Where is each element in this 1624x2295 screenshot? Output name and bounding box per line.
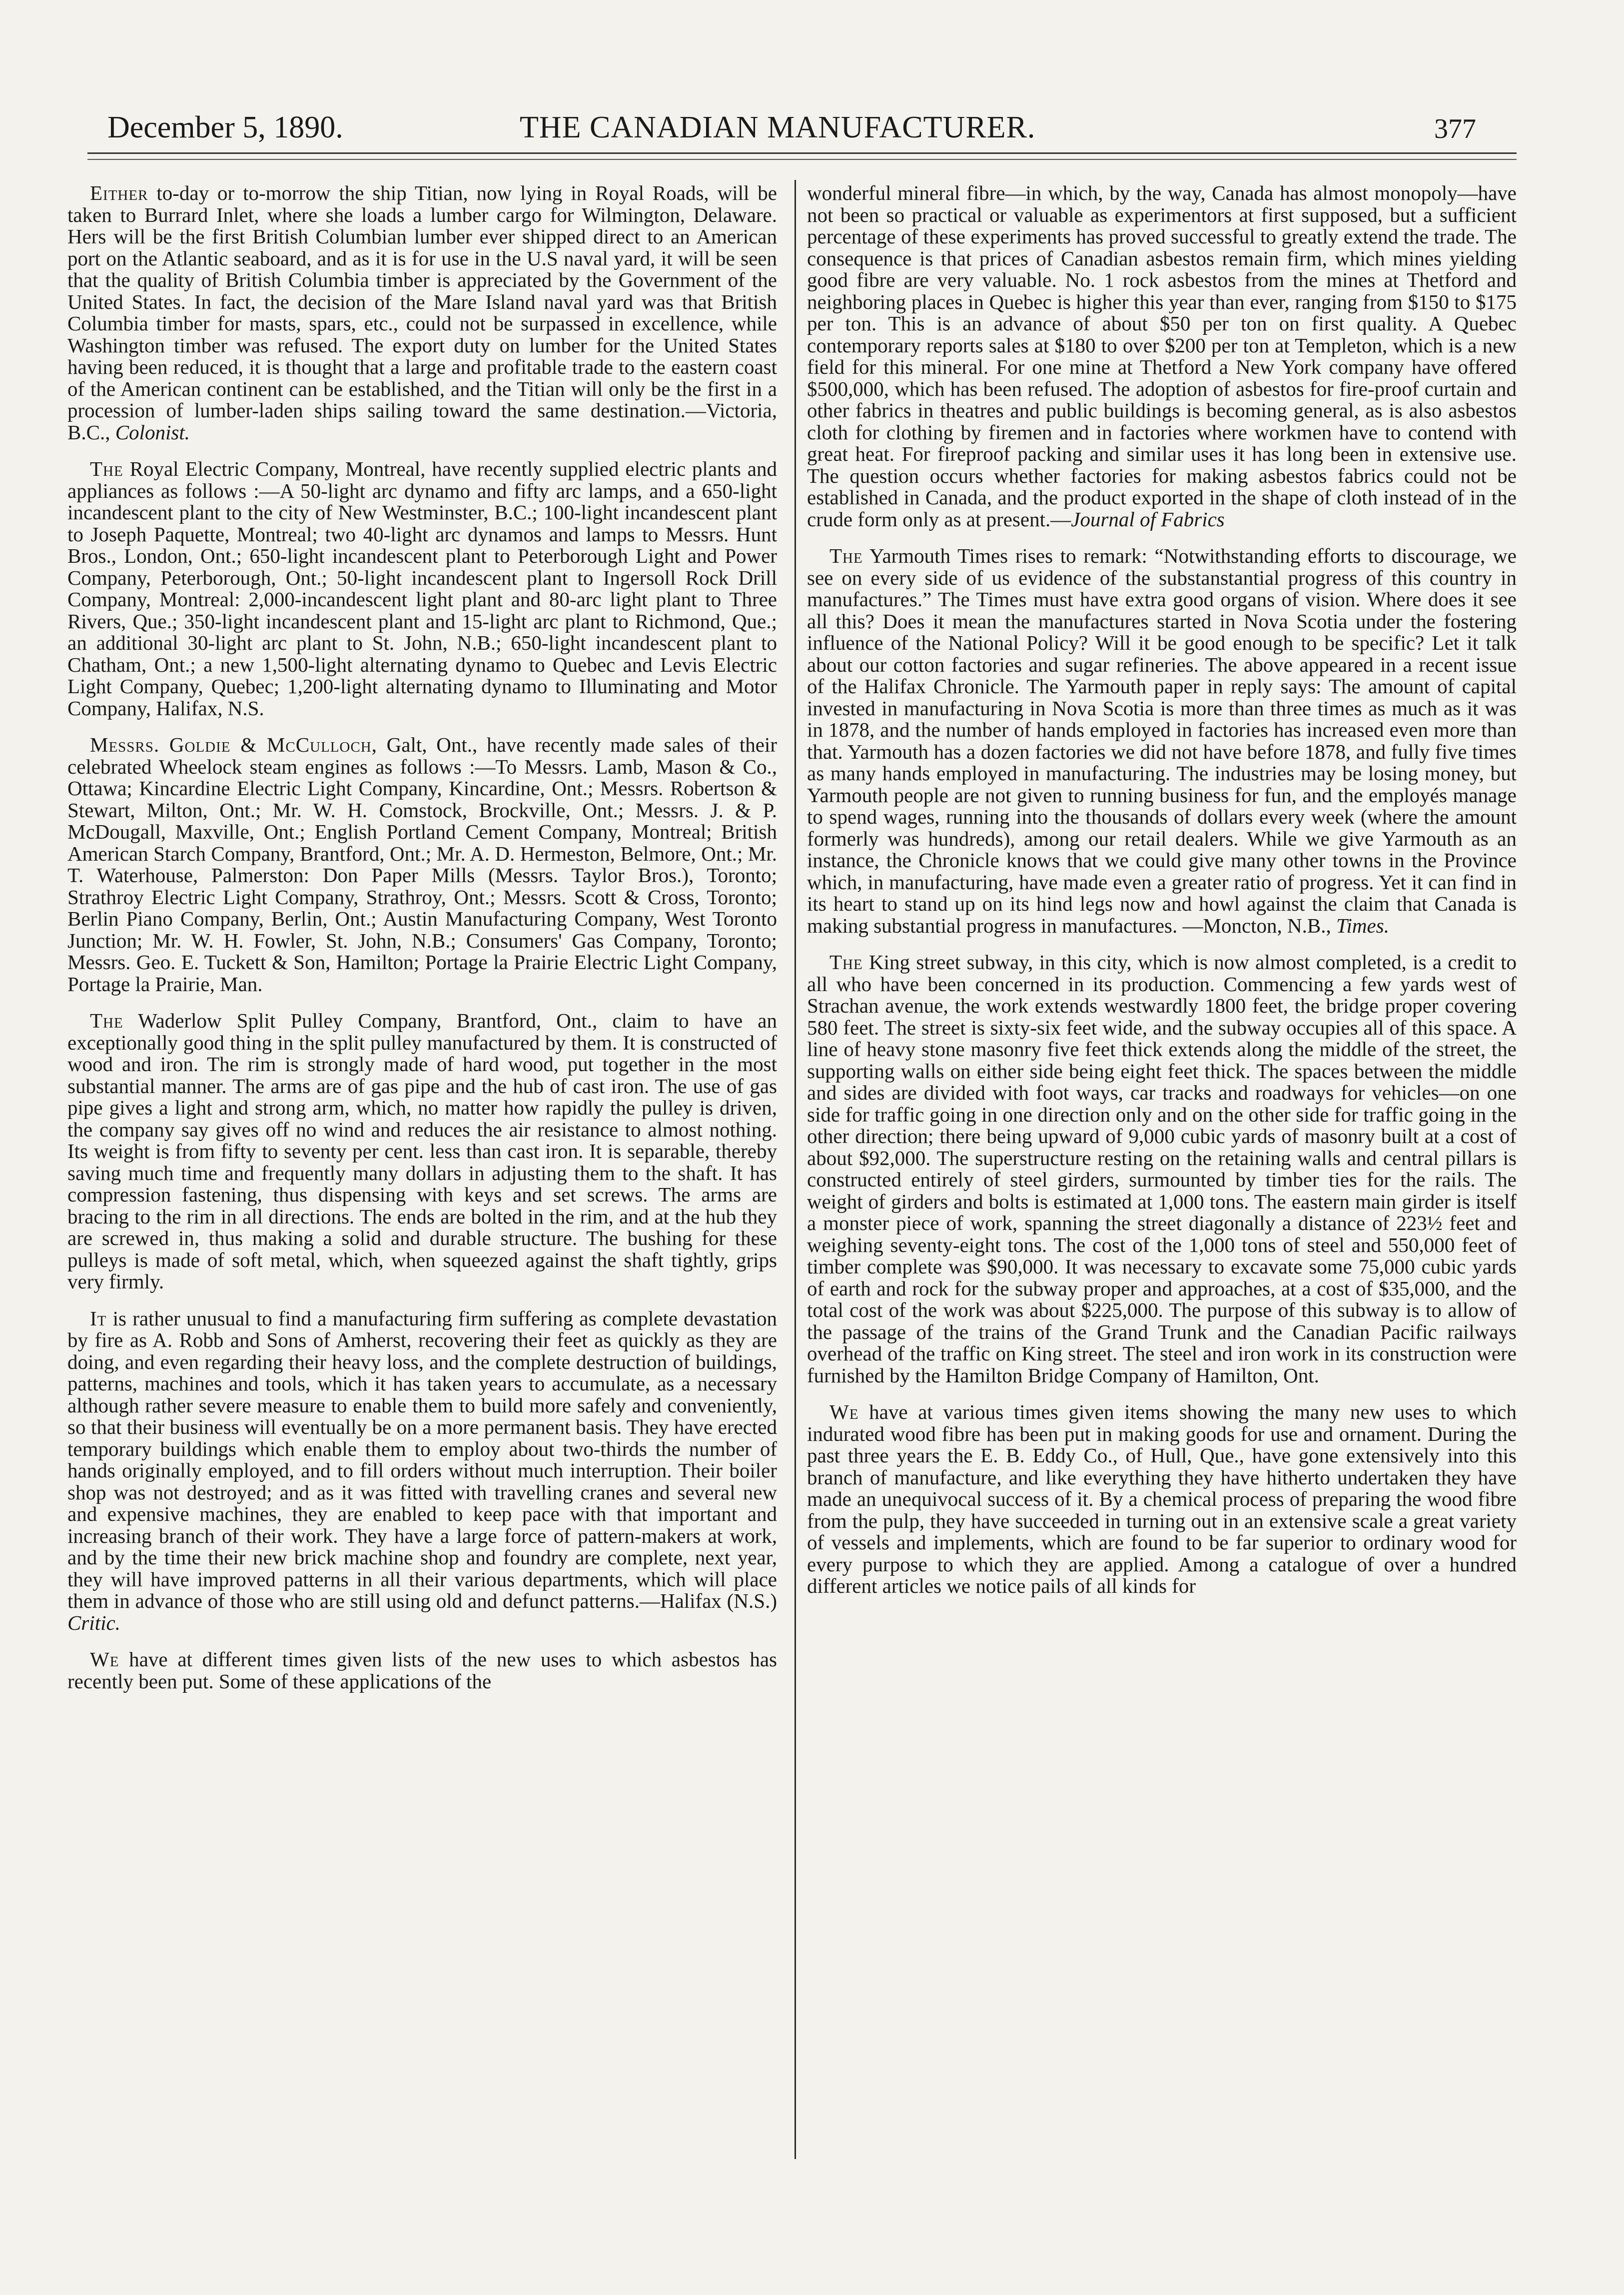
article-king-street-subway: The King street subway, in this city, which is now almost completed, is a credit to all who have been concerned in its production. Commencing a few yards west of Strachan avenue, the work extends westwardly 1800 feet, the bridge proper covering 580 feet. The street is sixty-six feet wide, and the subway occupies all of this space. A line of heavy stone masonry five feet thick extends along the middle of the street, the supporting walls on either side being eight feet thick. The spaces between the middle and sides are divided with foot ways, car tracks and roadways for vehicles—on one side for traffic going in one direction only and on the other side for traffic going in the other direction; there being upward of 9,000 cubic yards of masonry built at a cost of about $92,000. The superstructure resting on the retaining walls and central pillars is constructed entirely of steel girders, surmounted by timber ties for the rails. The weight of girders and bolts is estimated at 1,000 tons. The eastern main girder is itself a monster piece of work, spanning the street diagonally a distance of 223½ feet and weighing seventy-eight tons. The cost of the 1,000 tons of steel and 550,000 feet of timber complete was $90,000. It was necessary to excavate some 75,000 cubic yards of earth and rock for the subway proper and approaches, at a cost of $35,000, and the total cost of the work was about $225,000. The purpose of this subway is to allow of the passage of the trains of the Grand Trunk and the Canadian Pacific railways overhead of the traffic on King street. The steel and iron work in its construction were furnished by the Hamilton Bridge Company of Hamilton, Ont. [807,951,1517,1387]
article-yarmouth-times: The Yarmouth Times rises to remark: “Notwithstanding efforts to discourage, we see on every side of us evidence of the substanstantial progress of this country in manufactures.” The Times must have extra good organs of vision. Where does it see all this? Does it mean the manufactures started in Nova Scotia under the fostering influence of the National Policy? Will it be good enough to be specific? Let it talk about our cotton factories and sugar refineries. The above appeared in a recent issue of the Halifax Chronicle. The Yarmouth paper in reply says: The amount of capital invested in manufacturing in Nova Scotia is more than three times as much as it was in 1878, and the number of hands employed in factories has increased even more than that. Yarmouth has a dozen factories we did not have before 1878, and fully five times as many hands employed in manufacturing. The industries may be losing money, but Yarmouth people are not given to running business for fun, and the employés manage to spend wages, running into the thousands of dollars every week (where the amount formerly was hundreds), among our retail dealers. While we give Yarmouth as an instance, the Chronicle knows that we could give many other towns in the Province which, in manufacturing, have made even a greater ratio of progress. Yet it can find in its heart to stand up on its hind legs now and howl against the claim that Canada is making substantial progress in manufactures. —Moncton, N.B., Times. [807,544,1517,937]
article-asbestos-continued: wonderful mineral fibre—in which, by the way, Canada has almost monopoly—have not been so practical or valuable as experimentors at first supposed, but a sufficient percentage of these experiments has proved successful to greatly extend the trade. The consequence is that prices of Canadian asbestos remain firm, which mines yielding good fibre are very valuable. No. 1 rock asbestos from the mines at Thetford and neighboring places in Quebec is higher this year than ever, ranging from $150 to $175 per ton. This is an advance of about $50 per ton on first quality. A Quebec contemporary reports sales at $180 to over $200 per ton at Templeton, which is a new field for this mineral. For one mine at Thetford a New York company have offered $500,000, which has been refused. The adoption of asbestos for fire-proof curtain and other fabrics in theatres and public buildings is becoming general, as is also asbestos cloth for clothing by firemen and in factories where workmen have to contend with great heat. For fireproof packing and similar uses it has long been in extensive use. The question occurs whether factories for making asbestos fabrics could not be established in Canada, and the product exported in the shape of cloth instead of in the crude form only as at present.—Journal of Fabrics [807,181,1517,531]
article-robb-fire: It is rather unusual to find a manufacturing firm suffering as complete devastation by fire as A. Robb and Sons of Amherst, recovering their feet as quickly as they are doing, and even regarding their heavy loss, and the complete destruction of buildings, patterns, machines and tools, which it has taken years to accumulate, as a necessary although rather severe measure to enable them to build more safely and conveniently, so that their business will eventually be on a more permanent basis. They have erected temporary buildings which enable them to employ about two-thirds the number of hands originally employed, and to fill orders without much interruption. Their boiler shop was not destroyed; and as it was fitted with travelling cranes and several new and expensive machines, they are enabled to keep pace with that important and increasing branch of their work. They have a large force of pattern-makers at work, and by the time their new brick machine shop and foundry are complete, next year, they will have improved patterns in all their various departments, which will place them in advance of those who are still using old and defunct patterns.—Halifax (N.S.) Critic. [67,1306,777,1634]
header-rule [87,152,1517,154]
article-asbestos-start: We have at different times given lists of the new uses to which asbestos has recently been put. Some of these applications of the [67,1648,777,1693]
right-column [807,182,1517,1612]
publication-title: THE CANADIAN MANUFACTURER. [520,110,1036,144]
article-wood-fibre: We have at various times given items showing the many new uses to which indurated wood fibre has been put in making goods for use and ornament. During the past three years the E. B. Eddy Co., of Hull, Que., have gone extensively into this branch of manufacture, and like everything they have hitherto undertaken they have made an unequivocal success of it. By a chemical process of preparing the wood fibre from the pulp, they have succeeded in turning out in an extensive scale a great variety of vessels and implements, which are found to be far superior to ordinary wood for every purpose to which they are applied. Among a catalogue of over a hundred different articles we notice pails of all kinds for [807,1400,1517,1597]
column-divider [795,180,796,2159]
header-rule-double [87,159,1517,160]
article-goldie-mcculloch: Messrs. Goldie & McCulloch, Galt, Ont., have recently made sales of their celebrated Wheelock steam engines as follows :—To Messrs. Lamb, Mason & Co., Ottawa; Kincardine Electric Light Company, Kincardine, Ont.; Messrs. Robertson & Stewart, Milton, Ont.; Mr. W. H. Comstock, Brockville, Ont.; Messrs. J. & P. McDougall, Maxville, Ont.; English Portland Cement Company, Montreal; British American Starch Company, Brantford, Ont.; Mr. A. D. Hermeston, Belmore, Ont.; Mr. T. Waterhouse, Palmerston: Don Paper Mills (Messrs. Taylor Bros.), Toronto; Strathroy Electric Light Company, Strathroy, Ont.; Messrs. Scott & Cross, Toronto; Berlin Piano Company, Berlin, Ont.; Austin Manufacturing Company, West Toronto Junction; Mr. W. H. Fowler, St. John, N.B.; Consumers' Gas Company, Toronto; Messrs. Geo. E. Tuckett & Son, Hamilton; Portage la Prairie Electric Light Company, Portage la Prairie, Man. [67,733,777,996]
left-column [67,182,777,1707]
issue-date: December 5, 1890. [107,110,343,144]
article-titian-lumber: Either to-day or to-morrow the ship Titian, now lying in Royal Roads, will be taken to Burrard Inlet, where she loads a lumber cargo for Wilmington, Delaware. Hers will be the first British Columbian lumber ever shipped direct to an American port on the Atlantic seaboard, and as it is for use in the U.S naval yard, it will be seen that the quality of British Columbia timber is appreciated by the Government of the United States. In fact, the decision of the Mare Island naval yard was that British Columbia timber for masts, spars, etc., could not be surpassed in excellence, while Washington timber was refused. The export duty on lumber for the United States having been reduced, it is thought that a large and profitable trade to the eastern coast of the American continent can be established, and the Titian will only be the first in a procession of lumber-laden ships sailing toward the same destination.—Victoria, B.C., Colonist. [67,181,777,444]
article-split-pulley: The Waderlow Split Pulley Company, Brantford, Ont., claim to have an exceptionally good thing in the split pulley manufactured by them. It is constructed of wood and iron. The rim is strongly made of hard wood, put together in the most substantial manner. The arms are of gas pipe and the hub of cast iron. The use of gas pipe gives a light and strong arm, which, no matter how rapidly the pulley is driven, the company say gives off no wind and reduces the air resistance to almost nothing. Its weight is from fifty to seventy per cent. less than cast iron. It is separable, thereby saving much time and frequently many dollars in adjusting them to the shaft. It has compression fastening, thus dispensing with keys and set screws. The arms are bracing to the rim in all directions. The ends are bolted in the rim, and at the hub they are screwed in, thus making a solid and durable structure. The bushing for these pulleys is made of soft metal, which, when squeezed against the shaft tightly, grips very firmly. [67,1009,777,1293]
page-header [0,110,1624,155]
page-number: 377 [1434,113,1476,144]
article-royal-electric: The Royal Electric Company, Montreal, have recently supplied electric plants and appliances as follows :—A 50-light arc dynamo and fifty arc lamps, and a 650-light incandescent plant to the city of New Westminster, B.C.; 100-light incandescent plant to Joseph Paquette, Montreal; two 40-light arc dynamos and lamps to Messrs. Hunt Bros., London, Ont.; 650-light incandescent plant to Peterborough Light and Power Company, Peterborough, Ont.; 50-light incandescent plant to Ingersoll Rock Drill Company, Montreal: 2,000-incandescent light plant and 80-arc light plant to Three Rivers, Que.; 350-light incandescent plant and 15-light arc plant to Richmond, Que.; an additional 30-light arc plant to St. John, N.B.; 650-light incandescent plant to Chatham, Ont.; a new 1,500-light alternating dynamo to Quebec and Levis Electric Light Company, Quebec; 1,200-light alternating dynamo to Illuminating and Motor Company, Halifax, N.S. [67,457,777,720]
